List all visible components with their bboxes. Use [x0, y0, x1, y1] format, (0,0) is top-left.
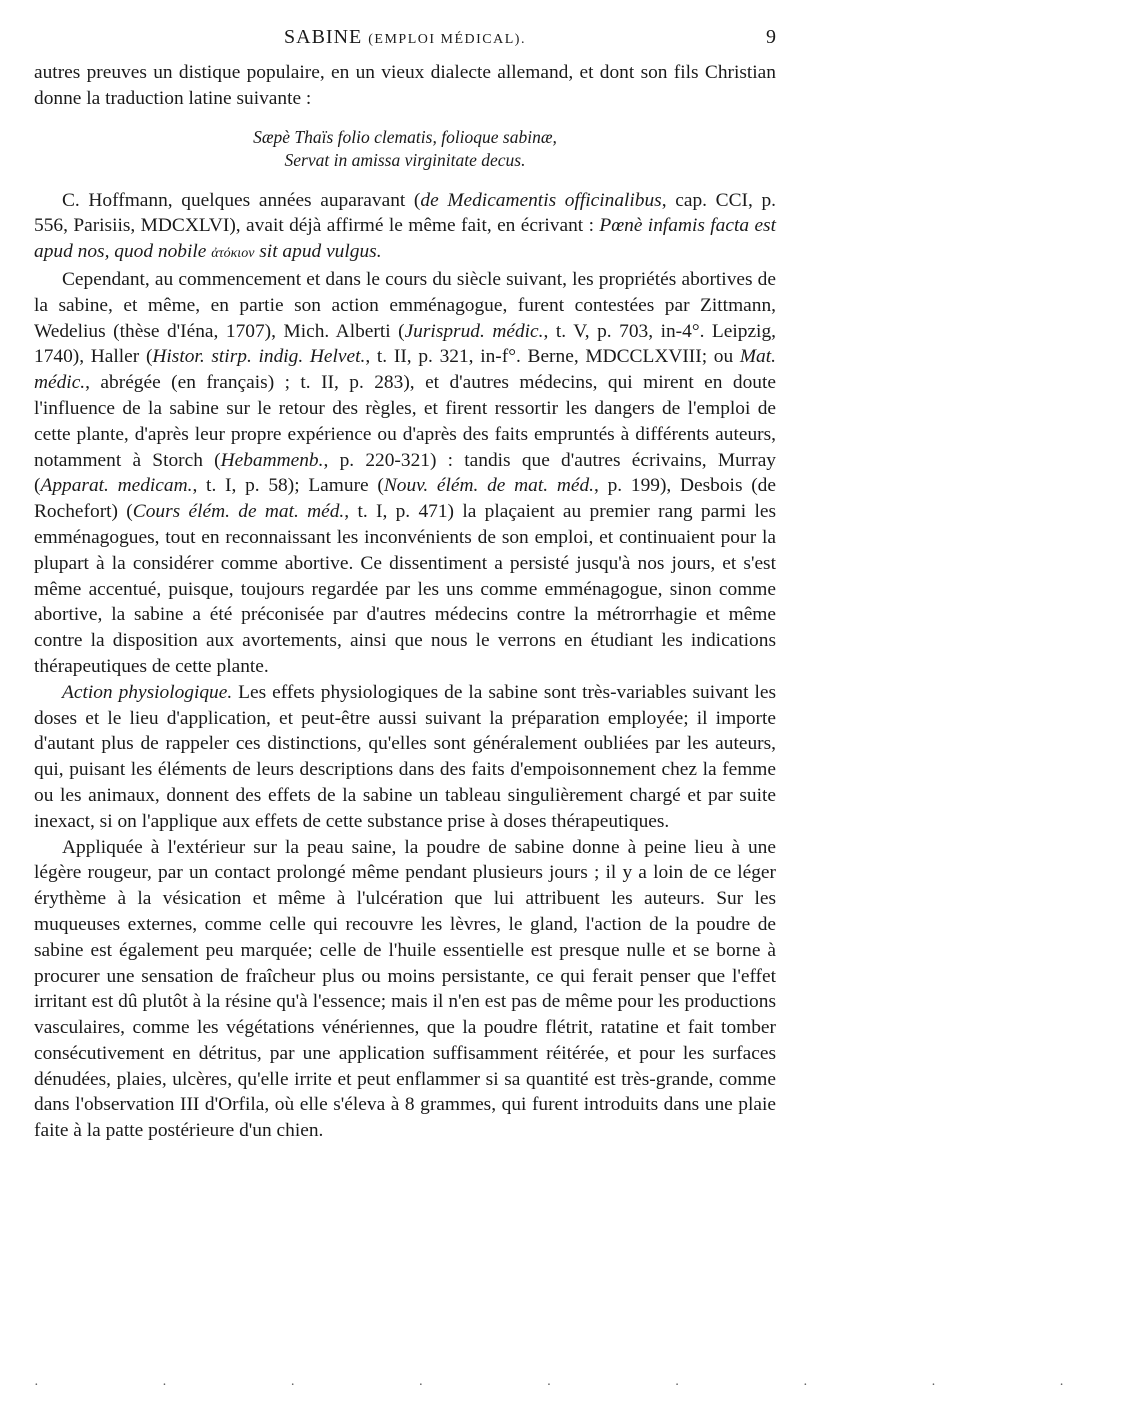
p2-text-c: , cap. CCI, p. 556, Parisiis, MDCXLVI), avait déjà affirmé le même fait, en écrivant : [34, 189, 776, 237]
p3-text-a: Cependant, au commencement et dans le cours du siècle suivant, les propriétés abortives de la sabine, et même, en partie son action emménagogue, furent contestées par Zittmann, Wedelius (thèse d'Iéna, 1707), Mich. Alberti ( [34, 268, 776, 342]
p3-text-m: , p. 199), Desbois (de Rochefort) ( [34, 475, 776, 523]
body-text [34, 60, 776, 1144]
p3-text-o: , t. I, p. 471) la plaçaient au premier rang parmi les emménagogues, tout en reconnaissant les inconvénients de son emploi, et continuaient pour la plupart à la considérer comme abortive. Ce dissentiment a persisté jusqu'à nos jours, et s'est même accentué, puisque, toujours regardée par les uns comme emménagogue, sinon comme abortive, la sabine a été préconisée par d'autres médecins contre la métrorrhagie et même contre la disposition aux avortements, ainsi que nous le verrons en étudiant les indications thérapeutiques de cette plante. [34, 501, 776, 677]
paragraph-1: autres preuves un distique populaire, en un vieux dialecte allemand, et dont son fils Christian donne la traduction latine suivante : [34, 62, 776, 109]
page-header [34, 26, 776, 54]
p2-text-a: C. Hoffmann, quelques années auparavant ( [62, 189, 421, 211]
p3-citation-hebammenb: Hebammenb. [220, 449, 324, 471]
p3-citation-apparat: Apparat. medicam. [40, 475, 193, 497]
page-number: 9 [766, 26, 776, 48]
p4-text: Les effets physiologiques de la sabine sont très-variables suivant les doses et le lieu d'application, et peut-être aussi suivant la préparation employée; il importe d'autant plus de rappeler ces distinctions, qu'elles sont généralement oubliées par les auteurs, qui, puisant les éléments de leurs descriptions dans des faits d'empoisonnement chez la femme ou les animaux, donnent des effets de la sabine un tableau singulièrement chargé et par suite inexact, si on l'applique aux effets de cette substance prise à doses thérapeutiques. [34, 681, 776, 832]
p3-citation-jurisprud: Jurisprud. médic. [404, 320, 544, 342]
paragraph-5: Appliquée à l'extérieur sur la peau saine, la poudre de sabine donne à peine lieu à une légère rougeur, par un contact prolongé même pendant plusieurs jours ; il y a loin de ce léger érythème à la vésication et même à l'ulcération que lui attribuent les auteurs. Sur les muqueuses externes, comme celle qui recouvre les lèvres, le gland, l'action de la poudre de sabine est également peu marquée; celle de l'huile essentielle est presque nulle et se borne à procurer une sensation de fraîcheur plus ou moins persistante, ce qui ferait penser que l'effet irritant est dû plutôt à la résine qu'à l'essence; mais il n'en est pas de même pour les productions vasculaires, comme les végétations vénériennes, que la poudre flétrit, ratatine et fait tomber consécutivement en détritus, par une application suffisamment réitérée, et pour les surfaces dénudées, plaies, ulcères, qu'elle irrite et peut enflammer si sa quantité est très-grande, comme dans l'observation III d'Orfila, où elle s'éleva à 8 grammes, qui furent introduits dans une plaie faite à la patte postérieure d'un chien. [34, 836, 776, 1142]
p3-text-c: , t. V, p. 703, in-4°. Leipzig, 1740), Haller ( [34, 320, 776, 368]
p2-citation-title: de Medicamentis officinalibus [420, 189, 662, 211]
p2-latin-quote-end: sit apud vulgus. [259, 241, 382, 263]
p3-text-g: , abrégée (en français) ; t. II, p. 283), et d'autres médecins, qui mirent en doute l'influence de la sabine sur le retour des règles, et firent ressortir les dangers de l'emploi de cette plante, d'après leur propre expérience ou d'après des faits empruntés à différents auteurs, notamment à Storch ( [34, 372, 776, 471]
paragraph-3 [34, 267, 776, 680]
p3-text-k: , t. I, p. 58); Lamure ( [192, 475, 384, 497]
p3-text-e: , t. II, p. 321, in-f°. Berne, MDCCLXVIII; ou [365, 346, 740, 368]
latin-verse [34, 126, 776, 172]
p3-text-i: , p. 220-321) : tandis que d'autres écrivains, Murray ( [34, 449, 776, 497]
running-title-main: SABINE [284, 26, 363, 48]
running-title-subtitle: (EMPLOI MÉDICAL). [368, 32, 526, 47]
p3-citation-cours-elem: Cours élém. de mat. méd. [132, 501, 345, 523]
p3-citation-histor: Histor. stirp. indig. Helvet. [152, 346, 366, 368]
verse-line-1: Sæpè Thaïs folio clematis, folioque sabinæ, [253, 126, 557, 147]
verse-line-2: Servat in amissa virginitate decus. [284, 149, 526, 170]
p2-greek-word: ἀτόκιον [211, 246, 255, 262]
running-title [34, 26, 776, 49]
p3-citation-mat-medic: Mat. médic. [34, 346, 776, 394]
footer-specks: · · · · · · · · · [34, 1378, 1124, 1393]
p3-citation-nouv-elem: Nouv. élém. de mat. méd. [383, 475, 594, 497]
p2-latin-quote: Pœnè infamis facta est apud nos, quod nobile [34, 215, 776, 263]
section-heading-action-physiologique: Action physiologique. [62, 681, 233, 703]
paragraph-4 [34, 680, 776, 835]
paragraph-2 [34, 188, 776, 267]
